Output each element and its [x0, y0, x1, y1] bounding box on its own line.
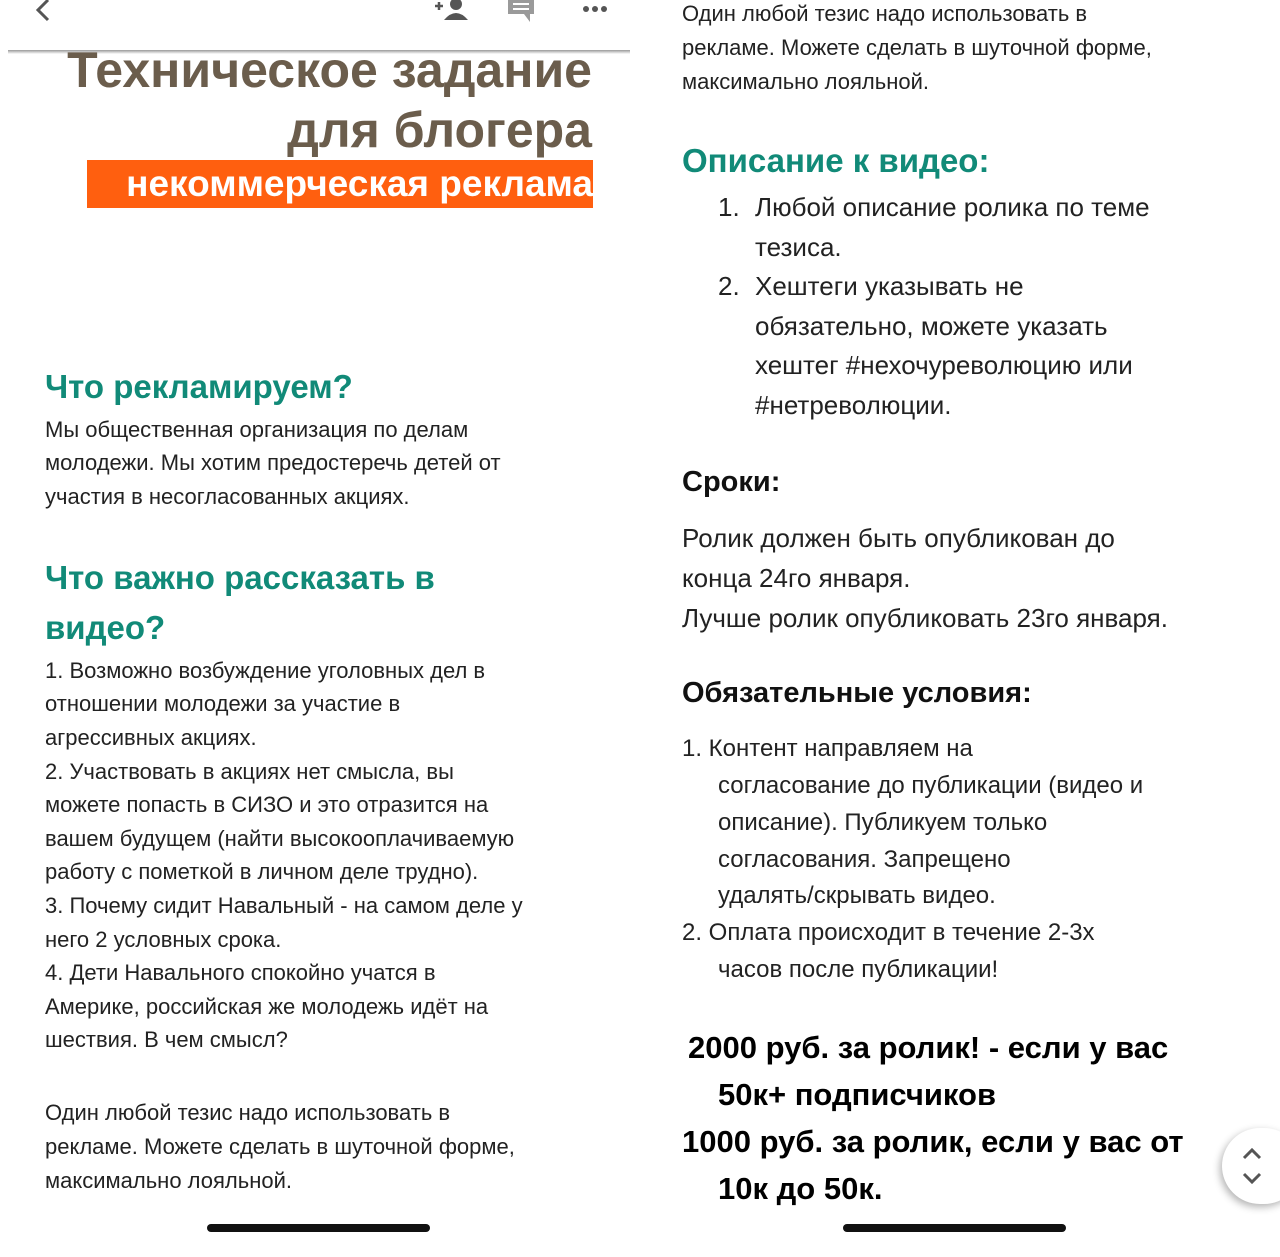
text-line: 2. Участвовать в акциях нет смысла, вы: [45, 758, 454, 784]
text-line: 1000 руб. за ролик, если у вас от: [682, 1123, 1184, 1159]
scroll-arrows-icon: [1240, 1146, 1264, 1186]
home-indicator: [843, 1224, 1066, 1232]
heading-deadlines: Сроки:: [682, 466, 781, 498]
scroll-button[interactable]: [1222, 1128, 1280, 1204]
text-line: 2. Оплата происходит в течение 2-3х: [682, 918, 1095, 946]
text-line: Мы общественная организация по делам: [45, 416, 469, 442]
text-line: Хештеги указывать не: [755, 271, 1024, 302]
text-line: вашем будущем (найти высокооплачиваемую: [45, 825, 515, 851]
home-indicator: [207, 1224, 430, 1232]
doc-subtitle: некоммерческая реклама: [87, 160, 593, 208]
text-line: Любой описание ролика по теме: [755, 192, 1150, 223]
add-person-icon[interactable]: [432, 0, 470, 22]
heading-conditions: Обязательные условия:: [682, 677, 1032, 709]
text-line: 50к+ подписчиков: [718, 1076, 997, 1112]
text-line: согласования. Запрещено: [718, 845, 1011, 873]
text-line: него 2 условных срока.: [45, 926, 282, 952]
text-line: рекламе. Можете сделать в шуточной форме,: [45, 1133, 515, 1159]
text-line: агрессивных акциях.: [45, 724, 257, 750]
text-line: тезиса.: [755, 231, 842, 262]
text-line: рекламе. Можете сделать в шуточной форме,: [682, 34, 1152, 60]
text-line: 10к до 50к.: [718, 1170, 883, 1206]
text-line: Америке, российская же молодежь идёт на: [45, 993, 489, 1019]
text-line: описание). Публикуем только: [718, 808, 1048, 836]
text-line: 4. Дети Навального спокойно учатся в: [45, 960, 436, 986]
text-line: Ролик должен быть опубликован до: [682, 523, 1115, 554]
text-line: 1. Возможно возбуждение уголовных дел в: [45, 657, 486, 683]
text-line: участия в несогласованных акциях.: [45, 483, 410, 509]
text-line: работу с пометкой в личном деле трудно).: [45, 859, 479, 885]
text-line: конца 24го января.: [682, 563, 911, 594]
text-line: часов после публикации!: [718, 955, 999, 983]
text-line: 3. Почему сидит Навальный - на самом деле у: [45, 892, 523, 918]
heading-what-advertise: Что рекламируем?: [45, 368, 353, 405]
text-line: Один любой тезис надо использовать в: [682, 0, 1088, 26]
heading-video-description: Описание к видео:: [682, 142, 990, 179]
text-line: 1. Контент направляем на: [682, 735, 973, 763]
doc-title-line: для блогера: [287, 102, 592, 158]
doc-title-line: Техническое задание: [67, 42, 592, 98]
text-line: можете попасть в СИЗО и это отразится на: [45, 792, 489, 818]
text-line: максимально лояльной.: [682, 68, 929, 94]
text-line: молодежи. Мы хотим предостеречь детей от: [45, 450, 501, 476]
comment-icon[interactable]: [506, 0, 538, 24]
text-line: Лучше ролик опубликовать 23го января.: [682, 603, 1168, 634]
text-line: максимально лояльной.: [45, 1167, 292, 1193]
more-icon[interactable]: [582, 4, 608, 14]
text-line: 2000 руб. за ролик! - если у вас: [688, 1029, 1169, 1065]
text-line: удалять/скрывать видео.: [718, 882, 996, 910]
text-line: Один любой тезис надо использовать в: [45, 1099, 451, 1125]
text-line: Что важно рассказать в: [45, 558, 435, 596]
text-line: шествия. В чем смысл?: [45, 1027, 288, 1053]
back-icon[interactable]: [30, 0, 56, 24]
text-line: #нетреволюции.: [755, 389, 952, 420]
text-line: отношении молодежи за участие в: [45, 691, 401, 717]
text-line: 1.: [718, 192, 740, 223]
text-line: хештег #нехочуреволюцию или: [755, 350, 1133, 381]
text-line: видео?: [45, 608, 166, 646]
text-line: обязательно, можете указать: [755, 310, 1108, 341]
text-line: согласование до публикации (видео и: [718, 772, 1144, 800]
text-line: 2.: [718, 271, 740, 302]
